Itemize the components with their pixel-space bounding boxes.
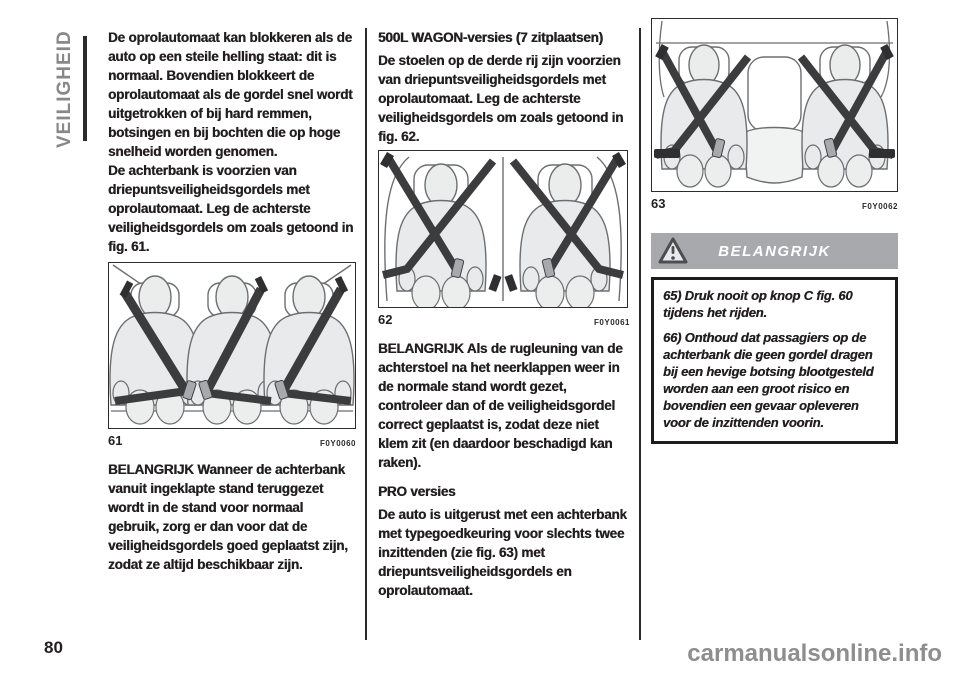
figure-code: F0Y0060 [320, 439, 356, 448]
warning-note-65 [663, 287, 886, 321]
warning-number: 66) [663, 330, 682, 345]
figure-code: F0Y0061 [594, 318, 630, 327]
important-banner-title: BELANGRIJK [718, 242, 831, 260]
column-2 [378, 28, 630, 600]
figure-63-caption [651, 196, 898, 211]
important-notes-box [651, 277, 898, 444]
figure-number: 62 [378, 312, 393, 327]
column-divider-left [365, 28, 367, 640]
section-heading-pro: PRO versies [378, 484, 456, 499]
chapter-tab-bar [83, 36, 87, 141]
paragraph-retractor: De oprolautomaat kan blokkeren als de auto op een steile helling staat: dit is normaal. Bovendien blokkeert de oprolautomaat als de gordel snel wordt uitgetrokken of bij hard remmen, botsingen en bij bochten die op hoge snelheid worden genomen. [108, 30, 353, 159]
column-3 [651, 18, 898, 444]
section-heading-wagon: 500L WAGON-versies (7 zitplaatsen) [378, 30, 603, 45]
paragraph-pro-versions: De auto is uitgerust met een achterbank met typegoedkeuring voor slechts twee inzittenden (zie fig. 63) met driepuntsveiligheidsgordels en oprolautomaat. [378, 507, 627, 598]
figure-62-caption [378, 312, 630, 327]
figure-63 [651, 18, 898, 192]
figure-61 [108, 262, 356, 429]
watermark-text: carmanualsonline.info [687, 640, 942, 667]
figure-number: 63 [651, 196, 666, 211]
rear-bench-three-passengers-illustration [109, 263, 355, 428]
chapter-tab-label: VEILIGHEID [54, 30, 75, 148]
third-row-two-passengers-illustration [379, 151, 627, 307]
warning-text: Druk nooit op knop C fig. 60 tijdens het rijden. [663, 288, 853, 320]
page-number: 80 [44, 638, 63, 657]
paragraph-important-backrest: BELANGRIJK Als de rugleuning van de achterstoel na het neerklappen weer in de normale stand wordt gezet, controleer dan of de veiligheidsgordel correct geplaatst is, zodat deze niet klem zit (en daardoor beschadigd kan raken). [378, 341, 623, 470]
important-banner [651, 233, 898, 269]
column-1 [108, 28, 356, 574]
figure-61-caption [108, 433, 356, 448]
warning-text: Onthoud dat passagiers op de achterbank die geen gordel dragen bij een hevige botsing blootgesteld worden aan een groot risico en bovendien een gevaar opleveren voor de inzittenden voorin. [663, 330, 874, 430]
paragraph-third-row: De stoelen op de derde rij zijn voorzien van driepuntsveiligheidsgordels met oprolautomaat. Leg de achterste veiligheidsgordels om zoals getoond in fig. 62. [378, 53, 624, 144]
figure-number: 61 [108, 433, 123, 448]
paragraph-important-bench: BELANGRIJK Wanneer de achterbank vanuit ingeklapte stand teruggezet wordt in de stand voor normaal gebruik, zorg er dan voor dat de veiligheidsgordels goed geplaatst zijn, zodat ze altijd beschikbaar zijn. [108, 462, 348, 572]
figure-code: F0Y0062 [862, 202, 898, 211]
warning-triangle-icon [658, 237, 688, 265]
paragraph-rear-bench: De achterbank is voorzien van driepuntsveiligheidsgordels met oprolautomaat. Leg de achterste veiligheidsgordels om zoals getoond in fig. 61. [108, 163, 354, 254]
warning-number: 65) [663, 288, 682, 303]
warning-note-66 [663, 329, 886, 431]
column-divider-right [639, 28, 641, 640]
figure-62 [378, 150, 628, 308]
rear-bench-two-passengers-illustration [652, 19, 897, 191]
